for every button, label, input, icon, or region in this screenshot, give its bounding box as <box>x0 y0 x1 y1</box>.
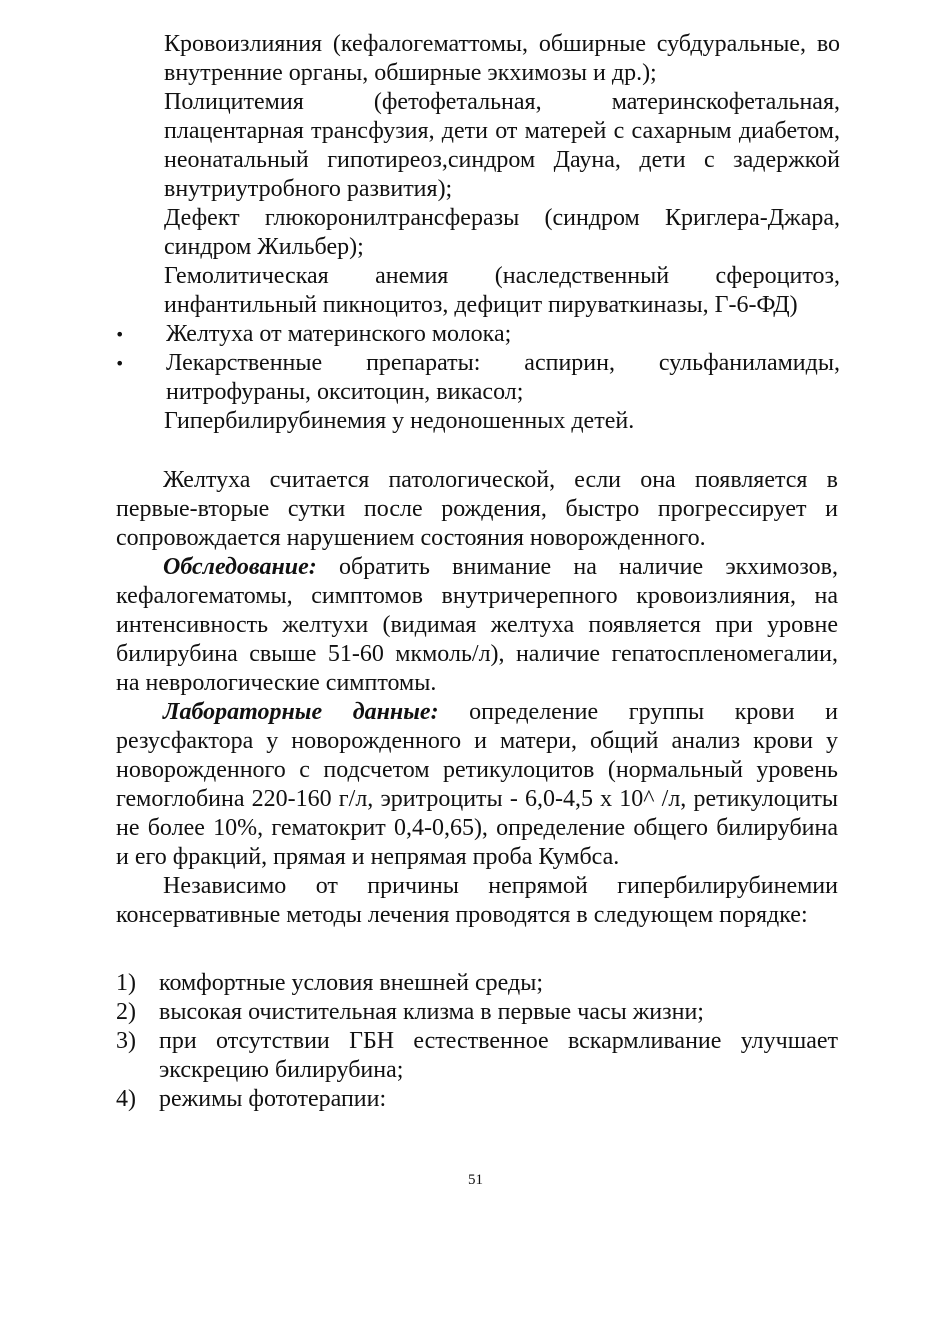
preterm-item: Гипербилирубинемия у недоношенных детей. <box>164 408 635 434</box>
bullet-list <box>113 320 840 436</box>
list-item-hemorrhages: Кровоизлияния (кефалогематтомы, обширные субдуральные, во внутренние органы, обширные экхимозы и др.); <box>164 31 840 86</box>
page-number: 51 <box>468 1172 483 1188</box>
bullet-text: Лекарственные препараты: аспирин, сульфаниламиды, нитрофураны, окситоцин, викасол; <box>166 350 840 405</box>
treatment-list <box>116 969 838 1114</box>
main-body <box>116 466 838 930</box>
item-text: режимы фототерапии: <box>159 1086 387 1112</box>
item-number: 3) <box>116 1028 136 1054</box>
item-number: 2) <box>116 999 136 1025</box>
paragraph-lab-data <box>116 698 838 872</box>
paragraph-pathological-jaundice: Желтуха считается патологической, если она появляется в первые-вторые сутки после рождения, быстро прогрессирует и сопровождается нарушением состояния новорожденного. <box>116 467 838 551</box>
bullet-icon: • <box>115 354 125 373</box>
examination-heading: Обследование: <box>163 554 317 580</box>
paragraph-examination <box>116 553 838 698</box>
causes-list <box>164 30 840 320</box>
bullet-icon: • <box>115 325 125 344</box>
treatment-item <box>116 1027 838 1085</box>
item-number: 4) <box>116 1086 136 1112</box>
bullet-text: Желтуха от материнского молока; <box>166 321 512 347</box>
list-item-polycythemia: Полицитемия (фетофетальная, материнскофетальная, плацентарная трансфузия, дети от матерей с сахарным диабетом, неонатальный гипотиреоз,синдром Дауна, дети с задержкой внутриутробного развития); <box>164 89 840 202</box>
item-text: при отсутствии ГБН естественное вскармливание улучшает экскрецию билирубина; <box>159 1028 838 1083</box>
list-item-hemolytic-anemia: Гемолитическая анемия (наследственный сфероцитоз, инфантильный пикноцитоз, дефицит пируваткиназы, Г-6-ФД) <box>164 263 840 318</box>
examination-text: обратить внимание на наличие экхимозов, кефалогематомы, симптомов внутричерепного кровоизлияния, на интенсивность желтухи (видимая желтуха появляется при уровне билирубина свыше 51-60 мкмоль/л), наличие гепатоспленомегалии, на неврологические симптомы. <box>116 554 838 696</box>
lab-data-text: определение группы крови и резусфактора у новорожденного и матери, общий анализ крови у новорожденного с подсчетом ретикулоцитов (нормальный уровень гемоглобина 220-160 г/л, эритроциты - 6,0-4,5 х 10^ /л, ретикулоциты не более 10%, гематокрит 0,4-0,65), определение общего билирубина и его фракций, прямая и непрямая проба Кумбса. <box>116 699 838 870</box>
item-number: 1) <box>116 970 136 996</box>
bullet-item <box>113 320 840 349</box>
item-text: высокая очистительная клизма в первые часы жизни; <box>159 999 704 1025</box>
bullet-item <box>113 349 840 407</box>
treatment-item <box>116 969 838 998</box>
treatment-item <box>116 1085 838 1114</box>
list-item-enzyme-defect: Дефект глюкоронилтрансферазы (синдром Криглера-Джара, синдром Жильбер); <box>164 205 840 260</box>
item-text: комфортные условия внешней среды; <box>159 970 543 996</box>
lab-data-heading: Лабораторные данные: <box>163 699 439 725</box>
treatment-item <box>116 998 838 1027</box>
paragraph-treatment-intro: Независимо от причины непрямой гипербилирубинемии консервативные методы лечения проводятся в следующем порядке: <box>116 873 838 928</box>
